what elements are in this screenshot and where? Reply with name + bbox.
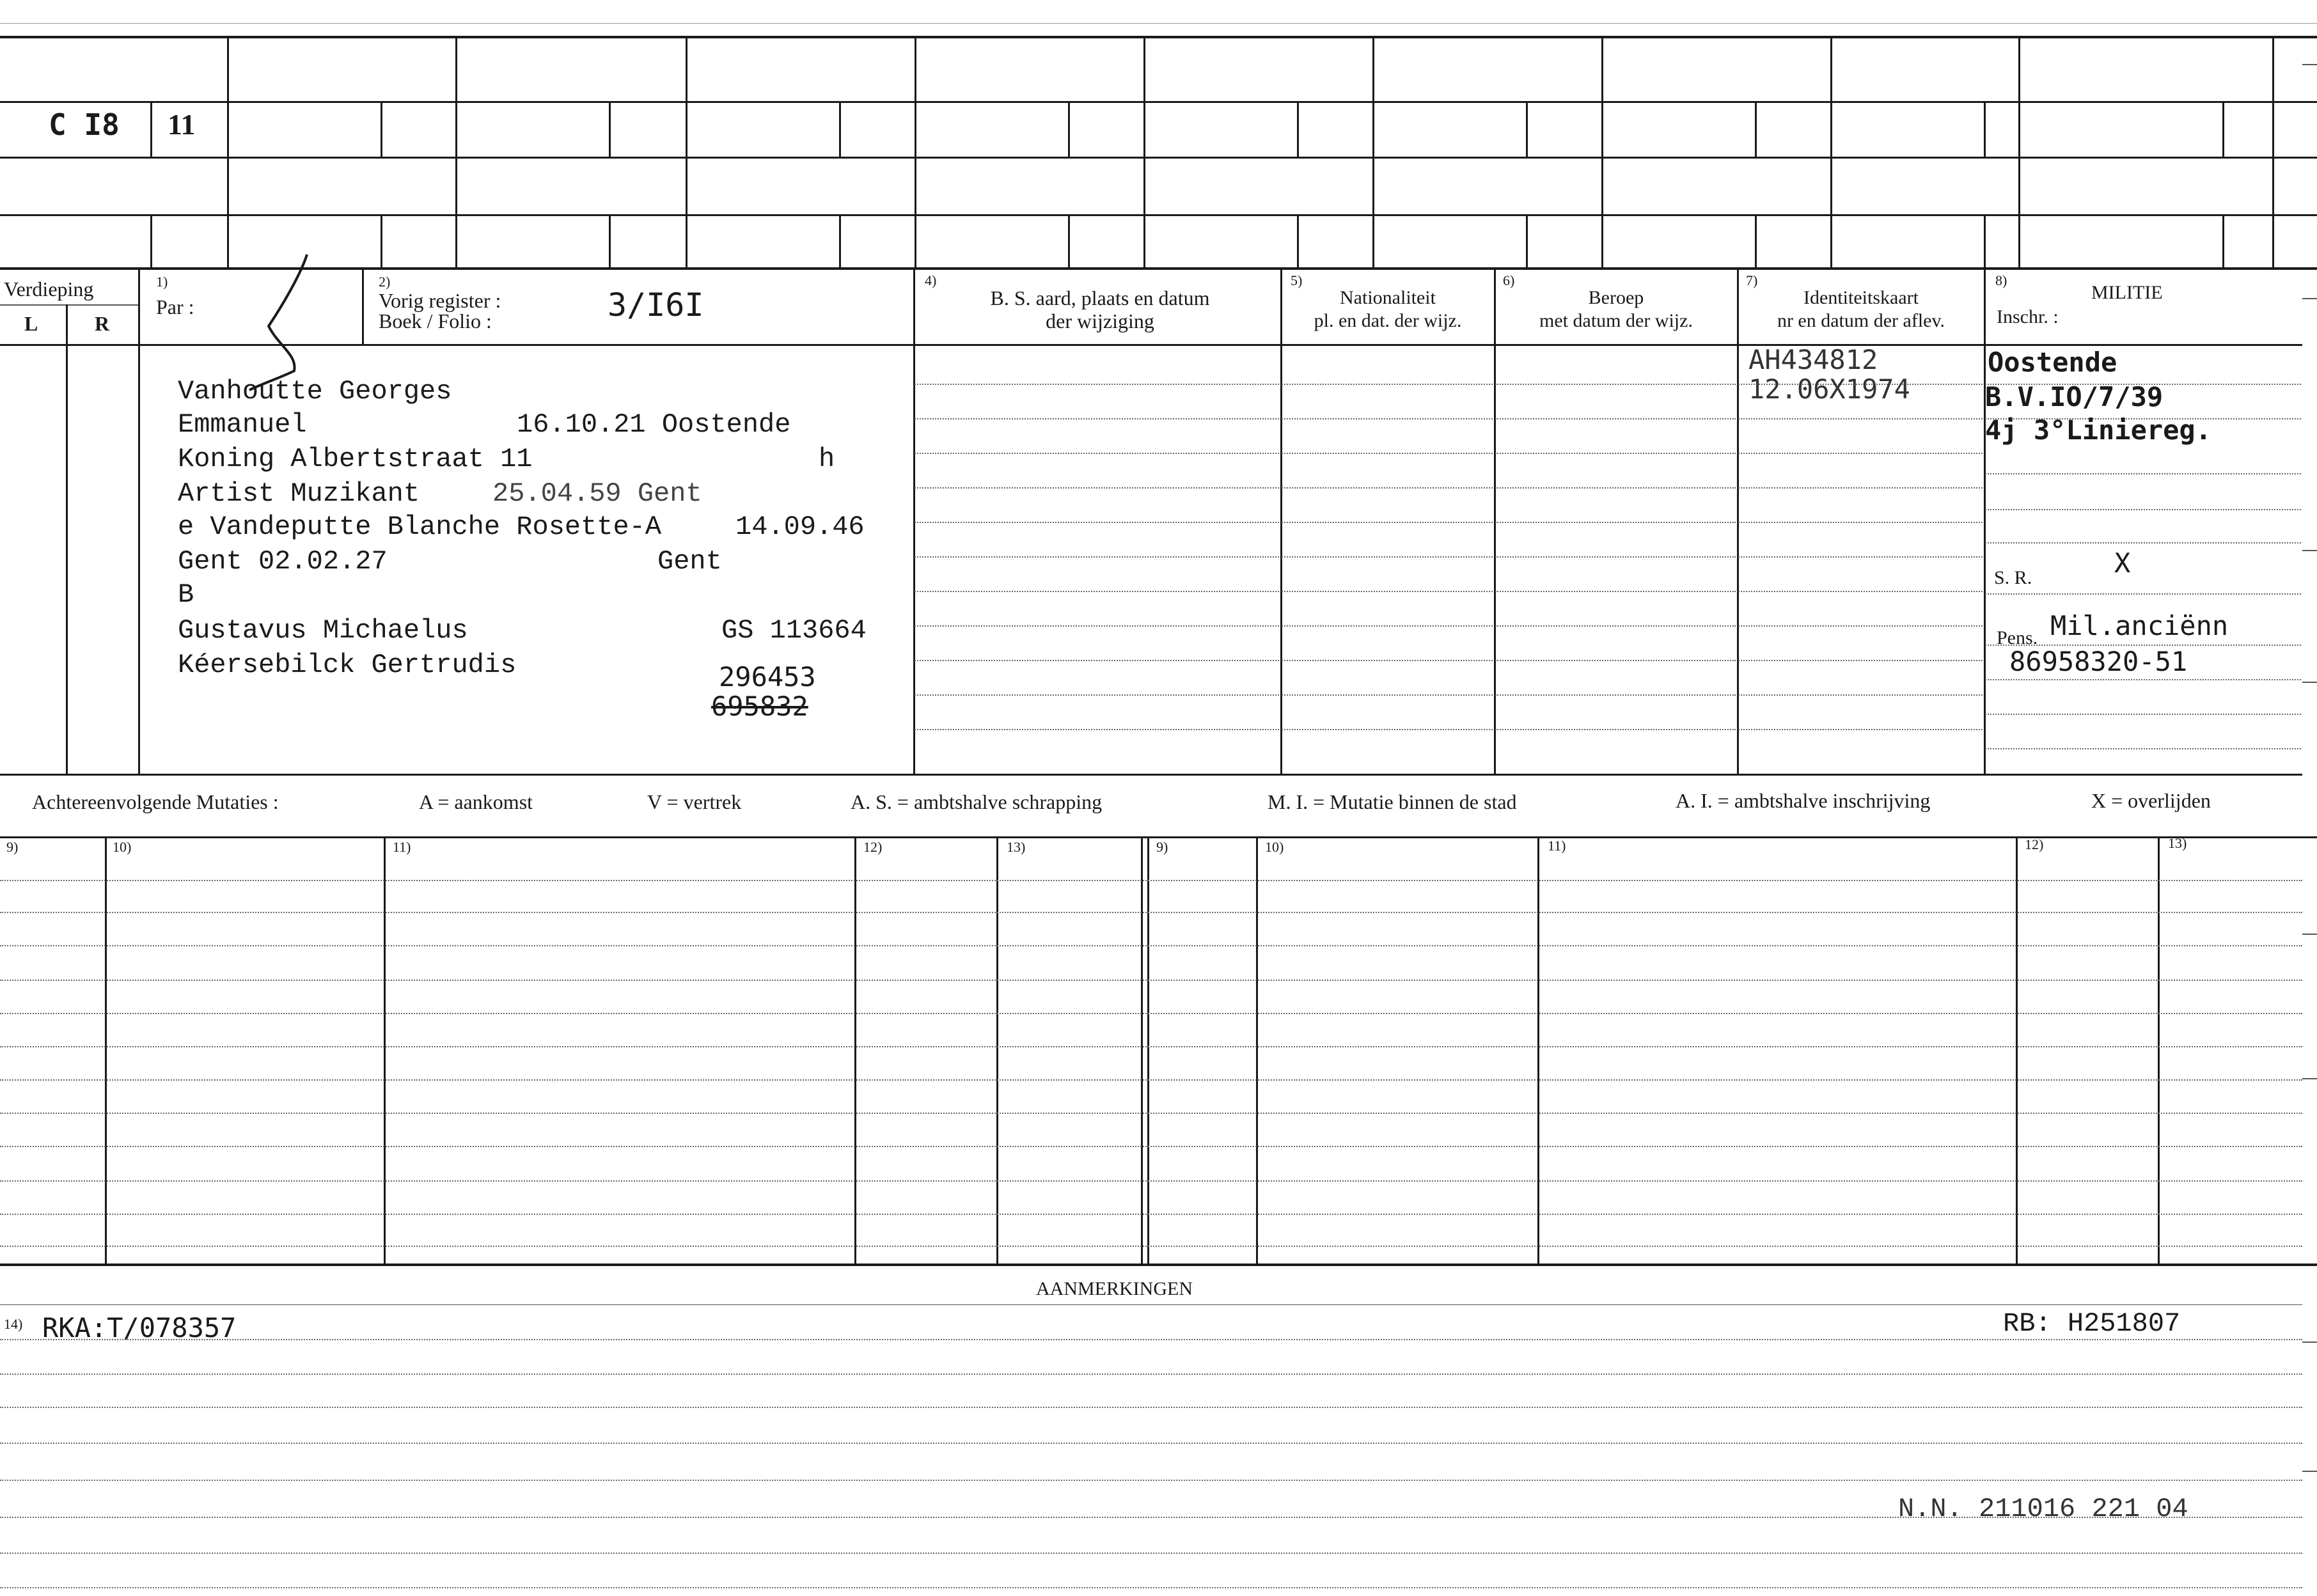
id-card-date: 12.06X1974	[1748, 373, 1910, 405]
person-firstname: Emmanuel	[178, 409, 307, 440]
mutations-col-line	[1141, 836, 1143, 1264]
person-b: B	[178, 579, 194, 610]
person-spouse-place: Gent	[657, 546, 722, 577]
mutations-col-line	[1147, 836, 1149, 1264]
identiteitskaart-header-line1: Identiteitskaart	[1803, 287, 1919, 308]
top-grid-sub-line	[1526, 101, 1528, 157]
bs-header-line2: der wijziging	[1046, 309, 1154, 332]
beroep-row-line	[1495, 625, 1736, 627]
col-line-verdieping	[138, 269, 140, 775]
col-line-par	[362, 269, 364, 345]
bs-row-line	[915, 694, 1279, 696]
mutations-row-line	[0, 1079, 2302, 1081]
beroep-row-line	[1495, 522, 1736, 523]
militie-row-line	[1985, 679, 2301, 680]
mutations-col-line	[1256, 836, 1258, 1264]
id-row-line	[1738, 729, 1983, 730]
nat-row-line	[1282, 522, 1493, 523]
top-grid-sub-line	[609, 101, 611, 157]
top-grid-col-line	[1372, 37, 1374, 269]
mutations-row-line	[0, 1180, 2302, 1182]
mutations-col-line	[854, 836, 856, 1264]
top-grid-col-line	[686, 37, 687, 269]
bs-row-line	[915, 384, 1279, 385]
militie-row-line	[1985, 473, 2301, 474]
nat-row-line	[1282, 556, 1493, 558]
edge-tick	[2302, 64, 2317, 65]
top-grid-sub-line	[839, 101, 841, 157]
person-job-date: 25.04.59 Gent	[492, 478, 702, 509]
person-number-new: 296453	[719, 661, 816, 692]
sr-label: S. R.	[1994, 567, 2032, 588]
id-row-line	[1738, 487, 1983, 489]
vorig-register-label: Vorig register :	[379, 289, 501, 312]
person-spouse-date: 14.09.46	[735, 512, 865, 542]
mutations-col-9b: 9)	[1156, 839, 1168, 855]
col7-number: 7)	[1746, 272, 1758, 288]
nationaliteit-header	[1282, 286, 1494, 332]
top-grid-col-line	[1143, 37, 1145, 269]
nationaliteit-header-line1: Nationaliteit	[1340, 287, 1436, 308]
id-row-line	[1738, 591, 1983, 592]
top-grid-bottom-line	[0, 267, 2317, 270]
nat-row-line	[1282, 729, 1493, 730]
header-bottom-line	[0, 344, 2302, 346]
beroep-row-line	[1495, 591, 1736, 592]
top-grid-sub-line	[1984, 214, 1986, 267]
mutations-col-10b: 10)	[1265, 839, 1284, 855]
mutations-col-11b: 11)	[1548, 838, 1566, 854]
top-grid-col-line	[455, 37, 457, 269]
top-edge-line	[0, 23, 2317, 24]
aanmerkingen-row-line	[0, 1373, 2302, 1375]
boek-folio-label: Boek / Folio :	[379, 309, 492, 332]
top-grid-sub-line	[839, 214, 841, 267]
mutations-col-line	[2016, 836, 2018, 1264]
edge-tick	[2302, 1078, 2317, 1079]
mutations-col-13b: 13)	[2168, 835, 2187, 851]
aanmerkingen-row-line	[0, 1407, 2302, 1408]
mutations-col-11: 11)	[393, 839, 411, 855]
verdieping-split-line	[0, 304, 138, 306]
edge-tick	[2302, 550, 2317, 551]
militie-row-line	[1985, 714, 2301, 715]
col-line-lr	[66, 304, 68, 775]
col2-number: 2)	[379, 274, 391, 290]
aanmerkingen-title: AANMERKINGEN	[1036, 1278, 1193, 1299]
mutaties-title: Achtereenvolgende Mutaties :	[32, 790, 279, 813]
militie-row-line	[1985, 593, 2301, 595]
col-line-id	[1984, 269, 1986, 775]
mutations-col-12: 12)	[863, 839, 883, 855]
mutatie-legend-as: A. S. = ambtshalve schrapping	[851, 790, 1103, 813]
verdieping-l: L	[24, 312, 38, 335]
mutatie-legend-x: X = overlijden	[2091, 789, 2211, 812]
person-mother: Kéersebilck Gertrudis	[178, 650, 517, 680]
top-grid-sub-line	[1526, 214, 1528, 267]
col4-number: 4)	[925, 272, 937, 288]
top-grid-sub-line	[1297, 101, 1299, 157]
aanmerkingen-row-line	[0, 1480, 2302, 1481]
id-row-line	[1738, 556, 1983, 558]
aanmerking-rka: RKA:T/078357	[42, 1312, 237, 1343]
body-bottom-line	[0, 774, 2302, 776]
person-h: h	[819, 444, 835, 474]
mutations-row-line	[0, 945, 2302, 946]
nat-row-line	[1282, 694, 1493, 696]
top-grid-code: C I8	[49, 107, 120, 142]
beroep-row-line	[1495, 660, 1736, 661]
pens-value: Mil.anciënn	[2050, 610, 2229, 641]
par-handwritten-mark	[243, 249, 320, 396]
top-grid-sub-line	[1068, 101, 1070, 157]
top-grid-sub-line	[1755, 214, 1757, 267]
mutations-row-line	[0, 1113, 2302, 1114]
bs-row-line	[915, 418, 1279, 419]
mutations-col-line	[105, 836, 107, 1264]
top-grid-sub-line	[381, 101, 382, 157]
nat-row-line	[1282, 660, 1493, 661]
top-grid-sub-line	[1984, 101, 1986, 157]
mutations-col-13: 13)	[1007, 839, 1026, 855]
top-grid-col-line	[227, 37, 229, 269]
mutations-row-line	[0, 1146, 2302, 1147]
pens-label: Pens.	[1997, 627, 2038, 648]
militie-bv: B.V.IO/7/39	[1985, 381, 2164, 412]
mutations-col-line	[996, 836, 998, 1264]
top-grid-col-line	[915, 37, 916, 269]
top-grid-col-line	[2272, 37, 2274, 269]
col5-number: 5)	[1291, 272, 1303, 288]
beroep-row-line	[1495, 556, 1736, 558]
bs-header-line1: B. S. aard, plaats en datum	[990, 286, 1210, 309]
aanmerkingen-row-line	[0, 1339, 2302, 1340]
beroep-header-line2: met datum der wijz.	[1539, 310, 1693, 331]
mutations-col-10: 10)	[113, 839, 132, 855]
edge-tick	[2302, 934, 2317, 935]
militie-regiment: 4j 3°Liniereg.	[1985, 414, 2212, 446]
beroep-header	[1495, 286, 1737, 332]
top-grid-sub-line	[1755, 101, 1757, 157]
bs-row-line	[915, 556, 1279, 558]
beroep-header-line1: Beroep	[1588, 287, 1644, 308]
mutations-row-line	[0, 1214, 2302, 1215]
pens-number: 86958320-51	[2009, 646, 2188, 677]
aanmerkingen-line	[0, 1304, 2302, 1305]
mutations-col-line	[384, 836, 386, 1264]
person-spouse: e Vandeputte Blanche Rosette-A	[178, 512, 662, 542]
beroep-row-line	[1495, 418, 1736, 419]
mutations-row-line	[0, 912, 2302, 913]
top-grid-row-line	[0, 101, 2317, 103]
militie-row-line	[1985, 509, 2301, 510]
id-row-line	[1738, 694, 1983, 696]
mutations-row-line	[0, 980, 2302, 981]
col6-number: 6)	[1503, 272, 1515, 288]
bs-header	[921, 286, 1279, 332]
aanmerkingen-row-line	[0, 1553, 2302, 1554]
top-grid-row-line	[0, 157, 2317, 159]
militie-header: MILITIE	[2091, 282, 2163, 303]
person-father: Gustavus Michaelus	[178, 615, 468, 646]
mutations-row-line	[0, 1013, 2302, 1014]
mutatie-legend-ai: A. I. = ambtshalve inschrijving	[1676, 789, 1931, 812]
mutations-row-line	[0, 1246, 2302, 1247]
person-job: Artist Muzikant	[178, 478, 420, 509]
verdieping-label: Verdieping	[4, 278, 94, 301]
top-grid-sub-line	[1068, 214, 1070, 267]
beroep-row-line	[1495, 453, 1736, 454]
par-label: Par :	[156, 295, 194, 318]
identiteitskaart-header	[1738, 286, 1984, 332]
top-border	[0, 36, 2317, 38]
edge-tick	[2302, 1471, 2317, 1472]
top-grid-sub-line	[381, 214, 382, 267]
nat-row-line	[1282, 591, 1493, 592]
mutations-col-9: 9)	[6, 839, 19, 855]
verdieping-r: R	[95, 312, 110, 335]
aanmerkingen-row-line	[0, 1587, 2302, 1588]
mutatie-legend-a: A = aankomst	[419, 790, 533, 813]
bs-row-line	[915, 591, 1279, 592]
person-father-code: GS 113664	[721, 615, 867, 646]
nat-row-line	[1282, 418, 1493, 419]
bs-row-line	[915, 522, 1279, 523]
beroep-row-line	[1495, 729, 1736, 730]
mutatie-legend-mi: M. I. = Mutatie binnen de stad	[1268, 790, 1517, 813]
nat-row-line	[1282, 384, 1493, 385]
nat-row-line	[1282, 625, 1493, 627]
top-grid-sub-line	[150, 101, 152, 157]
edge-tick	[2302, 298, 2317, 299]
top-grid-row-line	[0, 214, 2317, 216]
beroep-row-line	[1495, 694, 1736, 696]
aanmerking-rb: RB: H251807	[2003, 1308, 2181, 1339]
person-name: Vanhoutte Georges	[178, 376, 452, 407]
person-number-old: 695832	[711, 691, 808, 722]
militie-row-line	[1985, 542, 2301, 544]
mutations-top-line	[0, 836, 2317, 838]
top-grid-sub-line	[150, 214, 152, 267]
person-address: Koning Albertstraat 11	[178, 444, 533, 474]
vorig-register-value: 3/I6I	[608, 286, 704, 324]
beroep-row-line	[1495, 384, 1736, 385]
inschr-label: Inschr. :	[1997, 306, 2059, 327]
person-birth: 16.10.21 Oostende	[517, 409, 791, 440]
edge-tick	[2302, 682, 2317, 683]
id-row-line	[1738, 418, 1983, 419]
top-grid-col-line	[1601, 37, 1603, 269]
militie-place: Oostende	[1988, 347, 2117, 378]
nationaliteit-header-line2: pl. en dat. der wijz.	[1314, 310, 1462, 331]
aanmerkingen-row-line	[0, 1443, 2302, 1444]
identiteitskaart-header-line2: nr en datum der aflev.	[1777, 310, 1945, 331]
nat-row-line	[1282, 453, 1493, 454]
bs-row-line	[915, 453, 1279, 454]
mutations-row-line	[0, 880, 2302, 881]
top-grid-sub-line	[2222, 214, 2224, 267]
mutations-bottom-line	[0, 1264, 2317, 1266]
id-row-line	[1738, 660, 1983, 661]
person-spouse-birth: Gent 02.02.27	[178, 546, 388, 577]
mutatie-legend-v: V = vertrek	[647, 790, 742, 813]
bs-row-line	[915, 487, 1279, 489]
mutations-col-12b: 12)	[2025, 836, 2044, 852]
top-grid-sub-line	[609, 214, 611, 267]
mutations-row-line	[0, 1046, 2302, 1047]
edge-tick	[2302, 1342, 2317, 1343]
top-grid-number: 11	[168, 108, 196, 141]
id-row-line	[1738, 522, 1983, 523]
bs-row-line	[915, 625, 1279, 627]
col8-number: 8)	[1995, 272, 2007, 288]
id-row-line	[1738, 625, 1983, 627]
militie-row-line	[1985, 748, 2301, 749]
top-grid-sub-line	[1297, 214, 1299, 267]
bs-row-line	[915, 729, 1279, 730]
aanmerkingen-number: 14)	[4, 1316, 23, 1332]
bs-row-line	[915, 660, 1279, 661]
national-number: N.N. 211016 221 04	[1898, 1494, 2188, 1524]
beroep-row-line	[1495, 487, 1736, 489]
id-row-line	[1738, 453, 1983, 454]
nat-row-line	[1282, 487, 1493, 489]
mutations-col-line	[1537, 836, 1539, 1264]
top-grid-col-line	[1830, 37, 1832, 269]
id-card-number: AH434812	[1748, 344, 1878, 375]
top-grid-sub-line	[2222, 101, 2224, 157]
mutations-col-line	[2158, 836, 2160, 1264]
col1-number: 1)	[156, 274, 168, 290]
sr-value: X	[2114, 547, 2131, 579]
top-grid-col-line	[2018, 37, 2020, 269]
